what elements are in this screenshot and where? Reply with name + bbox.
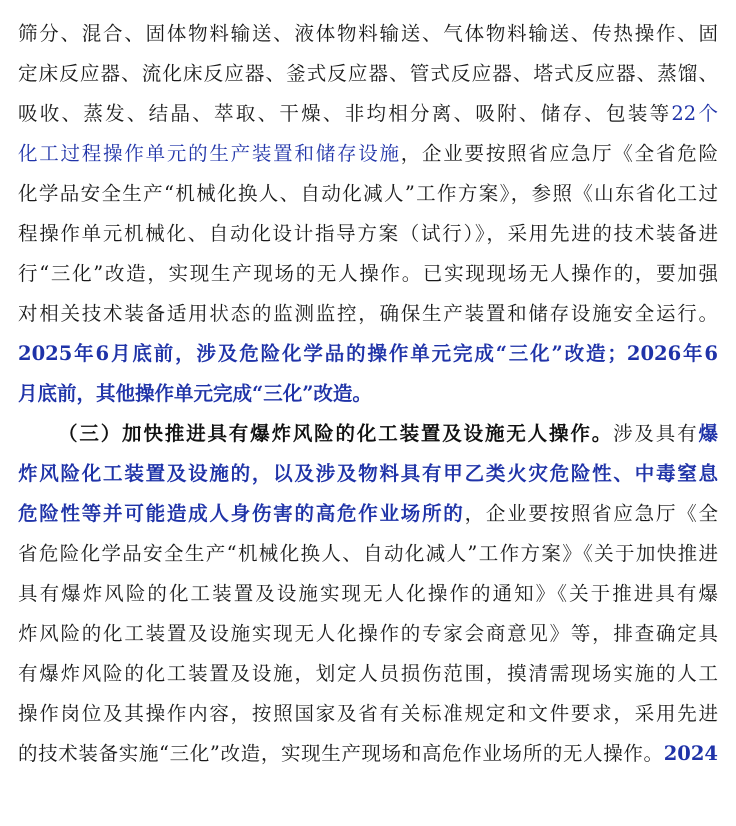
deadline-line-1-content: 2025年6月底前，涉及危险化学品的操作单元完成“三化”改造；2026年6 bbox=[18, 342, 718, 365]
text-line-4-content: ，企业要按照省应急厅《全省危险 bbox=[400, 142, 718, 165]
text-line-4 bbox=[18, 134, 718, 174]
highlight-year: 2024 bbox=[663, 742, 718, 765]
deadline-line-1 bbox=[18, 334, 718, 374]
text-line-6 bbox=[18, 214, 718, 254]
text-line-14 bbox=[18, 534, 718, 574]
deadline-line-2 bbox=[18, 374, 718, 414]
text-line-15 bbox=[18, 574, 718, 614]
text-line-15-content: 具有爆炸风险的化工装置及设施实现无人化操作的通知》《关于推进具有爆 bbox=[18, 582, 718, 605]
text-line-16 bbox=[18, 614, 718, 654]
text-line-12 bbox=[18, 454, 718, 494]
text-line-3-content: 吸收、蒸发、结晶、萃取、干燥、非均相分离、吸附、储存、包装等 bbox=[18, 102, 672, 125]
text-line-13-content: ，企业要按照省应急厅《全 bbox=[464, 502, 718, 525]
text-line-18 bbox=[18, 694, 718, 734]
deadline-line-2-content: 月底前，其他操作单元完成“三化”改造。 bbox=[18, 382, 372, 405]
text-line-2 bbox=[18, 54, 718, 94]
text-line-3 bbox=[18, 94, 718, 134]
text-line-12-content: 炸风险化工装置及设施的，以及涉及物料具有甲乙类火灾危险性、中毒窒息 bbox=[18, 462, 718, 485]
text-line-19-content: 的技术装备实施“三化”改造，实现生产现场和高危作业场所的无人操作。 bbox=[18, 742, 664, 765]
text-line-17-content: 有爆炸风险的化工装置及设施，划定人员损伤范围，摸清需现场实施的人工 bbox=[18, 662, 718, 685]
text-line-8 bbox=[18, 294, 718, 334]
text-line-7-content: 行“三化”改造，实现生产现场的无人操作。已实现现场无人操作的，要加强 bbox=[18, 262, 718, 285]
section-heading: （三）加快推进具有爆炸风险的化工装置及设施无人操作。 bbox=[58, 422, 614, 445]
highlight-explosion-start: 爆 bbox=[698, 422, 718, 445]
text-line-14-content: 省危险化学品安全生产“机械化换人、自动化减人”工作方案》《关于加快推进 bbox=[18, 542, 718, 565]
text-line-13 bbox=[18, 494, 718, 534]
text-line-5 bbox=[18, 174, 718, 214]
text-line-1-content: 筛分、混合、固体物料输送、液体物料输送、气体物料输送、传热操作、固 bbox=[18, 22, 718, 45]
text-line-18-content: 操作岗位及其操作内容，按照国家及省有关标准规定和文件要求，采用先进 bbox=[18, 702, 718, 725]
text-line-5-content: 化学品安全生产“机械化换人、自动化减人”工作方案》，参照《山东省化工过 bbox=[18, 182, 718, 205]
highlight-count: 22个 bbox=[671, 102, 718, 125]
text-line-8-content: 对相关技术装备适用状态的监测监控，确保生产装置和储存设施安全运行。 bbox=[18, 302, 718, 325]
section-heading-line bbox=[58, 414, 718, 454]
text-line-1 bbox=[18, 14, 718, 54]
text-line-16-content: 炸风险的化工装置及设施实现无人化操作的专家会商意见》等，排查确定具 bbox=[18, 622, 718, 645]
text-line-17 bbox=[18, 654, 718, 694]
highlight-high-risk-sites: 危险性等并可能造成人身伤害的高危作业场所的 bbox=[18, 502, 465, 525]
text-line-7 bbox=[18, 254, 718, 294]
highlight-scope: 化工过程操作单元的生产装置和储存设施 bbox=[18, 142, 401, 165]
text-line-19 bbox=[18, 734, 718, 774]
text-line-11-content: 涉及具有 bbox=[613, 422, 699, 445]
text-line-6-content: 程操作单元机械化、自动化设计指导方案（试行）》，采用先进的技术装备进 bbox=[18, 222, 718, 245]
text-line-2-content: 定床反应器、流化床反应器、釜式反应器、管式反应器、塔式反应器、蒸馏、 bbox=[18, 62, 718, 85]
